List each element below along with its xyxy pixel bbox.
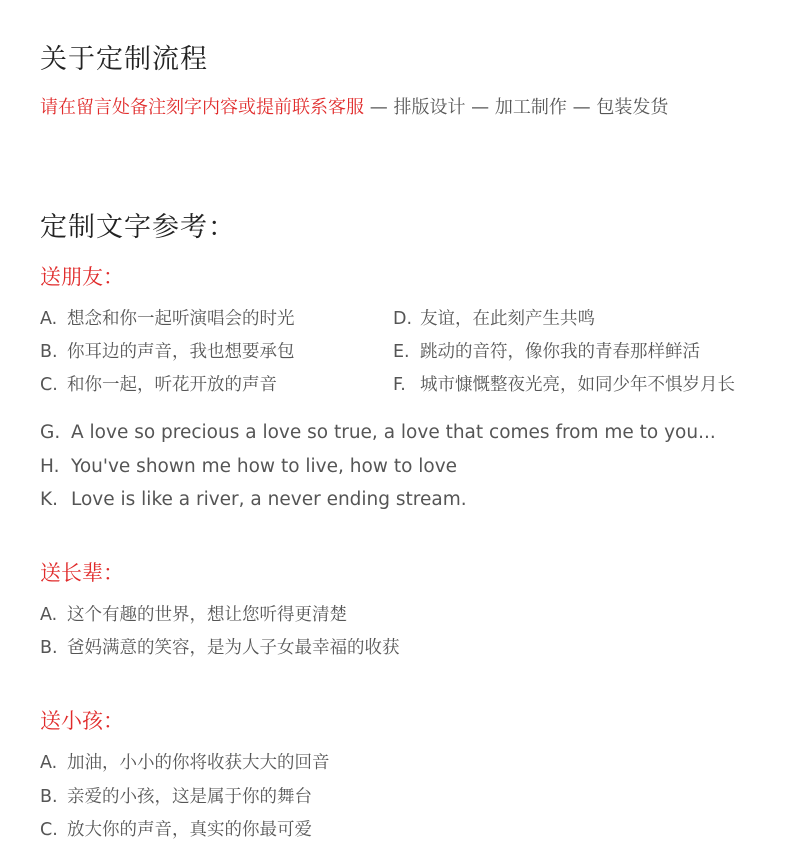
list-item: A. 加油，小小的你将收获大大的回音 <box>40 753 330 773</box>
section-heading-kids: 送小孩： <box>40 709 124 733</box>
process-rest: — 排版设计 — 加工制作 — 包装发货 <box>364 97 669 118</box>
list-item: B. 爸妈满意的笑容，是为人子女最幸福的收获 <box>40 638 400 658</box>
list-item: C. 放大你的声音，真实的你最可爱 <box>40 820 312 840</box>
english-item: G. A love so precious a love so true, a love that comes from me to you... <box>40 422 716 443</box>
list-item: A. 想念和你一起听演唱会的时光 <box>40 309 295 329</box>
list-item: C. 和你一起，听花开放的声音 <box>40 375 277 395</box>
process-highlight: 请在留言处备注刻字内容或提前联系客服 <box>40 97 364 118</box>
section-heading-friends: 送朋友： <box>40 265 124 289</box>
reference-title: 定制文字参考： <box>40 212 236 243</box>
english-item: H. You've shown me how to live, how to love <box>40 456 458 477</box>
list-item: B. 你耳边的声音，我也想要承包 <box>40 342 295 362</box>
list-item: F. 城市慷慨整夜光亮，如同少年不惧岁月长 <box>393 375 735 395</box>
list-item: D. 友谊，在此刻产生共鸣 <box>393 309 595 329</box>
page-title: 关于定制流程 <box>40 44 208 75</box>
section-heading-elders: 送长辈： <box>40 561 124 585</box>
list-item: A. 这个有趣的世界，想让您听得更清楚 <box>40 605 347 625</box>
list-item: B. 亲爱的小孩，这是属于你的舞台 <box>40 787 312 807</box>
english-item: K. Love is like a river, a never ending stream. <box>40 489 467 510</box>
list-item: E. 跳动的音符，像你我的青春那样鲜活 <box>393 342 700 362</box>
process-steps <box>40 93 668 119</box>
